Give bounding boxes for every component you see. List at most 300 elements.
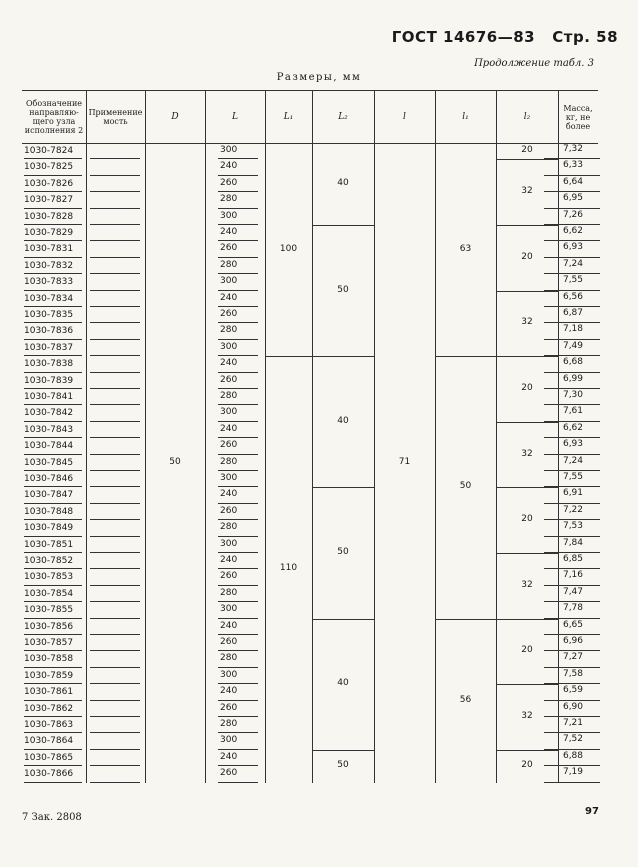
designation-cell: 1030-7864 [24, 736, 74, 747]
l2-merged-value: 32 [521, 317, 533, 328]
table-header [22, 90, 598, 144]
row-rule [544, 470, 600, 471]
row-rule [218, 486, 258, 487]
row-rule [218, 519, 258, 520]
row-rule [24, 306, 82, 307]
col-L2: L₂ [338, 111, 348, 122]
group-divider [312, 225, 374, 226]
row-rule [218, 175, 258, 176]
row-rule [218, 585, 258, 586]
L-cell: 280 [220, 259, 238, 270]
L-cell: 260 [220, 768, 238, 779]
mass-cell: 6,85 [562, 554, 584, 564]
designation-cell: 1030-7824 [24, 146, 74, 156]
designation-cell: 1030-7851 [24, 539, 74, 550]
mass-cell: 6,65 [562, 619, 584, 630]
application-blank [90, 437, 140, 438]
row-rule [218, 601, 258, 602]
col-designation: Обозначение направляющего узла исполнения 2 [24, 99, 84, 135]
application-blank [90, 618, 140, 619]
row-rule [218, 355, 258, 356]
L2-merged-value: 40 [337, 678, 349, 689]
col-mass: Масса, кг, не более [563, 103, 593, 131]
application-blank [90, 224, 140, 225]
L-cell: 280 [220, 719, 238, 729]
mass-cell: 7,55 [562, 275, 584, 286]
row-rule [544, 273, 600, 274]
designation-cell: 1030-7865 [24, 752, 74, 763]
row-rule [24, 519, 82, 520]
mass-cell: 6,64 [562, 176, 584, 187]
row-rule [544, 782, 600, 783]
row-rule [544, 601, 600, 602]
row-rule [218, 257, 258, 258]
L2-merged-value: 50 [337, 284, 349, 295]
mass-cell: 7,26 [562, 209, 584, 220]
group-divider [496, 750, 558, 751]
L-cell: 240 [220, 227, 238, 237]
row-rule [24, 339, 82, 340]
mass-cell: 7,49 [562, 340, 584, 351]
row-rule [544, 208, 600, 209]
row-rule [218, 322, 258, 323]
l2-merged-value: 32 [521, 186, 533, 197]
row-rule [218, 158, 258, 159]
mass-cell: 7,52 [562, 734, 584, 745]
row-rule [24, 175, 82, 176]
L-cell: 300 [220, 604, 238, 615]
L-cell: 260 [220, 637, 238, 647]
designation-cell: 1030-7846 [24, 474, 74, 484]
L-cell: 280 [220, 522, 238, 533]
row-rule [218, 421, 258, 422]
mass-cell: 6,88 [562, 750, 584, 761]
row-rule [24, 404, 82, 405]
L-cell: 300 [220, 669, 238, 680]
application-blank [90, 175, 140, 176]
row-rule [218, 454, 258, 455]
row-rule [24, 437, 82, 438]
standard-number: ГОСТ 14676—83 [391, 28, 536, 46]
column-divider [86, 90, 87, 783]
page-header [392, 28, 618, 46]
mass-cell: 7,22 [562, 504, 584, 515]
designation-cell: 1030-7857 [24, 638, 74, 648]
l2-merged-value: 20 [521, 514, 533, 525]
application-blank [90, 322, 140, 323]
l2-merged-value: 32 [521, 448, 533, 459]
application-blank [90, 388, 140, 389]
group-divider [496, 684, 558, 685]
application-blank [90, 355, 140, 356]
l2-merged-value: 20 [521, 760, 533, 771]
L1-merged-value: 100 [279, 243, 298, 254]
row-rule [218, 503, 258, 504]
row-rule [544, 536, 600, 537]
application-blank [90, 765, 140, 766]
row-rule [24, 618, 82, 619]
designation-cell: 1030-7829 [24, 228, 74, 238]
application-blank [90, 404, 140, 405]
mass-cell: 6,96 [562, 636, 584, 646]
application-blank [90, 536, 140, 537]
l1-merged-value: 56 [459, 694, 472, 705]
row-rule [24, 782, 82, 783]
row-rule [544, 700, 600, 701]
mass-cell: 6,68 [562, 357, 584, 368]
row-rule [24, 158, 82, 159]
designation-cell: 1030-7839 [24, 375, 74, 386]
designation-cell: 1030-7836 [24, 326, 74, 337]
row-rule [24, 454, 82, 455]
application-blank [90, 568, 140, 569]
group-divider [435, 356, 496, 357]
row-rule [24, 700, 82, 701]
l2-merged-value: 20 [521, 645, 533, 656]
application-blank [90, 503, 140, 504]
L-cell: 280 [220, 194, 238, 205]
L-cell: 240 [220, 423, 238, 434]
group-divider [496, 422, 558, 423]
mass-cell: 6,59 [562, 685, 584, 696]
row-rule [24, 224, 82, 225]
l-merged-value: 71 [398, 456, 411, 467]
row-rule [544, 175, 600, 176]
row-rule [218, 273, 258, 274]
row-rule [218, 339, 258, 340]
row-rule [218, 191, 258, 192]
row-rule [544, 306, 600, 307]
mass-cell: 7,19 [562, 767, 584, 778]
mass-cell: 7,84 [562, 537, 584, 548]
column-divider [145, 90, 146, 783]
row-rule [24, 421, 82, 422]
designation-cell: 1030-7863 [24, 720, 74, 730]
column-divider [205, 90, 206, 783]
L2-merged-value: 40 [337, 415, 349, 426]
L-cell: 280 [220, 325, 238, 336]
designation-cell: 1030-7843 [24, 424, 74, 435]
L-cell: 260 [220, 309, 238, 319]
application-blank [90, 634, 140, 635]
row-rule [24, 191, 82, 192]
L-cell: 260 [220, 440, 238, 451]
row-rule [24, 634, 82, 635]
row-rule [24, 765, 82, 766]
designation-cell: 1030-7861 [24, 687, 74, 698]
designation-cell: 1030-7849 [24, 523, 74, 534]
L-cell: 280 [220, 456, 238, 467]
designation-cell: 1030-7848 [24, 506, 74, 517]
designation-cell: 1030-7833 [24, 277, 74, 288]
l2-merged-value: 20 [521, 383, 533, 393]
row-rule [218, 437, 258, 438]
group-divider [312, 750, 374, 751]
row-rule [218, 683, 258, 684]
row-rule [218, 306, 258, 307]
designation-cell: 1030-7859 [24, 670, 74, 681]
mass-cell: 6,93 [562, 439, 584, 450]
row-rule [24, 388, 82, 389]
designation-cell: 1030-7837 [24, 342, 74, 353]
mass-cell: 6,99 [562, 373, 584, 384]
L-cell: 300 [220, 210, 238, 221]
designation-cell: 1030-7853 [24, 572, 74, 583]
row-rule [544, 568, 600, 569]
row-rule [24, 552, 82, 553]
col-l: l [403, 111, 406, 122]
row-rule [24, 208, 82, 209]
row-rule [544, 339, 600, 340]
application-blank [90, 257, 140, 258]
mass-cell: 6,90 [562, 701, 584, 712]
designation-cell: 1030-7827 [24, 195, 74, 206]
row-rule [24, 667, 82, 668]
group-divider [496, 356, 558, 357]
row-rule [24, 650, 82, 651]
L2-merged-value: 40 [337, 178, 349, 188]
application-blank [90, 470, 140, 471]
table-continuation: Продолжение табл. 3 [474, 58, 594, 69]
row-rule [218, 650, 258, 651]
designation-cell: 1030-7844 [24, 441, 74, 452]
row-rule [24, 470, 82, 471]
row-rule [218, 634, 258, 635]
mass-cell: 6,93 [562, 242, 584, 253]
application-blank [90, 782, 140, 783]
L-cell: 260 [220, 702, 238, 713]
application-blank [90, 273, 140, 274]
page-number: Стр. 58 [552, 28, 618, 46]
l1-merged-value: 63 [459, 243, 472, 254]
designation-cell: 1030-7831 [24, 244, 74, 255]
column-divider [435, 90, 436, 783]
application-blank [90, 158, 140, 159]
row-rule [218, 290, 258, 291]
mass-cell: 6,95 [562, 193, 584, 204]
group-divider [496, 159, 558, 160]
row-rule [218, 700, 258, 701]
L-cell: 260 [220, 505, 238, 516]
row-rule [218, 552, 258, 553]
l2-merged-value: 32 [521, 711, 533, 721]
row-rule [24, 257, 82, 258]
designation-cell: 1030-7847 [24, 490, 74, 501]
mass-cell: 7,55 [562, 472, 584, 482]
L-cell: 300 [220, 473, 238, 483]
row-rule [24, 732, 82, 733]
designation-cell: 1030-7842 [24, 408, 74, 419]
col-D: D [171, 111, 179, 122]
column-divider [374, 90, 375, 783]
D-merged-value: 50 [169, 456, 181, 467]
row-rule [544, 732, 600, 733]
l1-merged-value: 50 [459, 481, 472, 492]
application-blank [90, 667, 140, 668]
designation-cell: 1030-7828 [24, 211, 74, 222]
row-rule [218, 732, 258, 733]
application-blank [90, 191, 140, 192]
mass-cell: 7,24 [562, 455, 584, 466]
mass-cell: 7,18 [562, 324, 584, 335]
mass-cell: 7,27 [562, 652, 584, 663]
application-blank [90, 306, 140, 307]
row-rule [218, 716, 258, 717]
designation-cell: 1030-7858 [24, 654, 74, 665]
L-cell: 300 [220, 145, 238, 155]
application-blank [90, 240, 140, 241]
row-rule [218, 782, 258, 783]
L2-merged-value: 50 [337, 760, 349, 771]
mass-cell: 6,62 [562, 226, 584, 236]
footer-page: 97 [585, 806, 599, 817]
row-rule [24, 486, 82, 487]
L-cell: 300 [220, 735, 238, 746]
L-cell: 240 [220, 620, 238, 631]
group-divider [312, 487, 374, 488]
row-rule [218, 618, 258, 619]
mass-cell: 7,16 [562, 570, 584, 581]
row-rule [218, 568, 258, 569]
mass-cell: 7,53 [562, 521, 584, 532]
table-caption: Размеры, мм [276, 72, 362, 83]
L-cell: 300 [220, 407, 238, 418]
l2-merged-value: 20 [521, 251, 533, 262]
L-cell: 240 [220, 686, 238, 697]
group-divider [312, 356, 374, 357]
L-cell: 280 [220, 391, 238, 401]
application-blank [90, 732, 140, 733]
row-rule [218, 388, 258, 389]
L-cell: 240 [220, 358, 238, 369]
group-divider [435, 619, 496, 620]
designation-cell: 1030-7852 [24, 556, 74, 566]
application-blank [90, 519, 140, 520]
row-rule [218, 667, 258, 668]
col-L1: L₁ [283, 111, 294, 122]
application-blank [90, 208, 140, 209]
row-rule [24, 585, 82, 586]
L-cell: 280 [220, 587, 238, 598]
application-blank [90, 486, 140, 487]
designation-cell: 1030-7856 [24, 621, 74, 632]
L-cell: 240 [220, 489, 238, 500]
group-divider [496, 225, 558, 226]
L-cell: 300 [220, 276, 238, 287]
application-blank [90, 683, 140, 684]
designation-cell: 1030-7834 [24, 293, 74, 304]
row-rule [218, 765, 258, 766]
group-divider [496, 619, 558, 620]
L-cell: 280 [220, 653, 238, 664]
row-rule [24, 503, 82, 504]
row-rule [544, 503, 600, 504]
designation-cell: 1030-7825 [24, 162, 74, 173]
row-rule [544, 634, 600, 635]
row-rule [544, 404, 600, 405]
L-cell: 300 [220, 538, 238, 549]
row-rule [24, 273, 82, 274]
application-blank [90, 749, 140, 750]
mass-cell: 7,24 [562, 258, 584, 269]
column-divider [265, 90, 266, 783]
mass-cell: 6,56 [562, 291, 584, 302]
application-blank [90, 454, 140, 455]
application-blank [90, 585, 140, 586]
mass-cell: 7,58 [562, 668, 584, 679]
row-rule [24, 601, 82, 602]
L2-merged-value: 50 [337, 547, 349, 557]
col-l1: l₁ [462, 111, 469, 122]
mass-cell: 6,87 [562, 308, 584, 318]
application-blank [90, 716, 140, 717]
row-rule [24, 290, 82, 291]
row-rule [24, 536, 82, 537]
L-cell: 240 [220, 292, 238, 303]
row-rule [24, 355, 82, 356]
row-rule [24, 568, 82, 569]
row-rule [544, 667, 600, 668]
application-blank [90, 700, 140, 701]
group-divider [496, 291, 558, 292]
L-cell: 300 [220, 341, 238, 352]
mass-cell: 7,61 [562, 406, 584, 417]
col-l2: l₂ [523, 111, 531, 122]
designation-cell: 1030-7835 [24, 310, 74, 320]
designation-cell: 1030-7862 [24, 703, 74, 714]
designation-cell: 1030-7841 [24, 392, 74, 402]
mass-cell: 7,30 [562, 390, 584, 400]
row-rule [218, 470, 258, 471]
L-cell: 260 [220, 571, 238, 582]
row-rule [218, 372, 258, 373]
col-L: L [232, 111, 238, 122]
designation-cell: 1030-7832 [24, 260, 74, 271]
designation-cell: 1030-7826 [24, 178, 74, 189]
row-rule [24, 372, 82, 373]
application-blank [90, 290, 140, 291]
group-divider [496, 553, 558, 554]
L-cell: 240 [220, 751, 238, 762]
col-application: Применение мость [88, 108, 143, 126]
mass-cell: 7,78 [562, 603, 584, 614]
mass-cell: 7,47 [562, 586, 584, 597]
L-cell: 240 [220, 555, 238, 565]
l2-merged-value: 20 [521, 145, 533, 156]
row-rule [544, 372, 600, 373]
L1-merged-value: 110 [279, 563, 298, 574]
row-rule [544, 437, 600, 438]
row-rule [24, 749, 82, 750]
row-rule [218, 404, 258, 405]
L-cell: 240 [220, 161, 238, 172]
designation-cell: 1030-7866 [24, 769, 74, 780]
application-blank [90, 650, 140, 651]
L-cell: 260 [220, 243, 238, 254]
row-rule [24, 322, 82, 323]
row-rule [218, 536, 258, 537]
application-blank [90, 421, 140, 422]
row-rule [24, 716, 82, 717]
group-divider [265, 356, 312, 357]
L-cell: 260 [220, 177, 238, 188]
group-divider [496, 487, 558, 488]
mass-cell: 7,32 [562, 144, 584, 154]
footer-note: 7 Зак. 2808 [22, 812, 82, 823]
mass-cell: 6,62 [562, 422, 584, 433]
application-blank [90, 339, 140, 340]
row-rule [218, 224, 258, 225]
